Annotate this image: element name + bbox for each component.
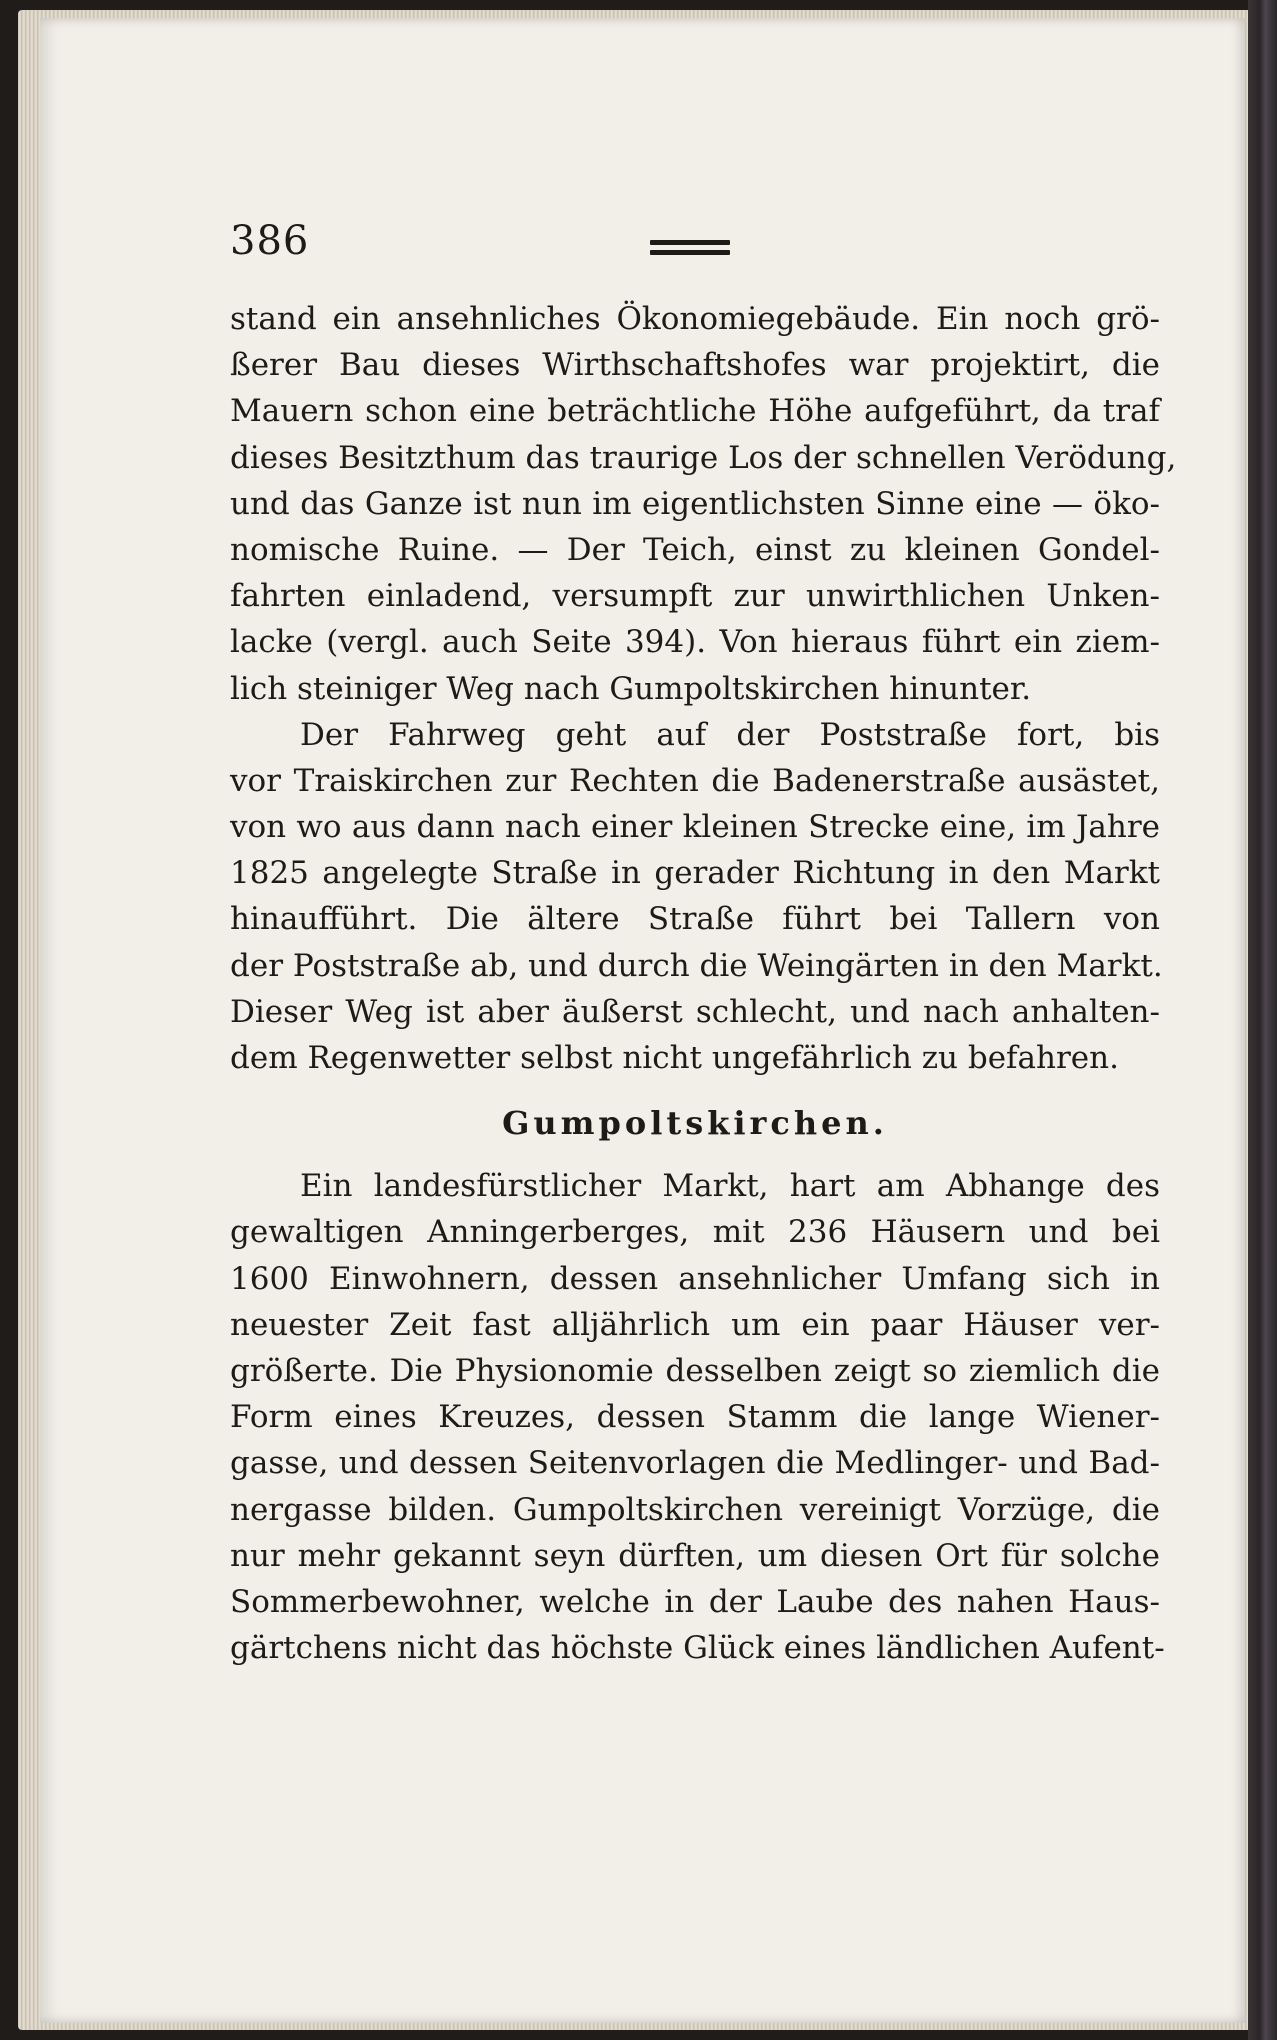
text-line: gärtchens nicht das höchste Glück eines ländlichen Aufent- bbox=[230, 1630, 1165, 1667]
text-line: gewaltigen Anningerberges, mit 236 Häusern und bei bbox=[230, 1214, 1160, 1251]
text-line: und das Ganze ist nun im eigentlichsten Sinne eine — öko- bbox=[230, 485, 1160, 522]
page-number: 386 bbox=[230, 218, 310, 264]
page-header bbox=[230, 218, 1130, 288]
text-line: nomische Ruine. — Der Teich, einst zu kleinen Gondel- bbox=[230, 531, 1160, 568]
text-line: 1825 angelegte Straße in gerader Richtung in den Markt bbox=[230, 855, 1160, 892]
paragraph-2 bbox=[230, 712, 1163, 1082]
text-line: Der Fahrweg geht auf der Poststraße fort, bis bbox=[300, 716, 1160, 753]
text-line: fahrten einladend, versumpft zur unwirthlichen Unken- bbox=[230, 578, 1160, 615]
header-double-rule bbox=[650, 240, 730, 260]
text-line: hinaufführt. Die ältere Straße führt bei Tallern von bbox=[230, 901, 1160, 938]
text-line: lich steiniger Weg nach Gumpoltskirchen hinunter. bbox=[230, 670, 1032, 707]
text-line: dem Regenwetter selbst nicht ungefährlich zu befahren. bbox=[230, 1040, 1119, 1076]
text-line: vor Traiskirchen zur Rechten die Badenerstraße ausästet, bbox=[230, 762, 1160, 799]
text-line: Form eines Kreuzes, dessen Stamm die lange Wiener- bbox=[230, 1399, 1160, 1436]
text-line: der Poststraße ab, und durch die Weingärten in den Markt. bbox=[230, 947, 1163, 984]
text-line: nergasse bilden. Gumpoltskirchen vereinigt Vorzüge, die bbox=[230, 1491, 1160, 1528]
text-line: größerte. Die Physionomie desselben zeigt so ziemlich die bbox=[230, 1352, 1160, 1389]
text-line: dieses Besitzthum das traurige Los der schnellen Verödung, bbox=[230, 439, 1177, 476]
text-line: nur mehr gekannt seyn dürften, um diesen Ort für solche bbox=[230, 1537, 1160, 1574]
text-line: stand ein ansehnliches Ökonomiegebäude. Ein noch grö- bbox=[230, 301, 1160, 337]
text-line: gasse, und dessen Seitenvorlagen die Medlinger- und Bad- bbox=[230, 1445, 1160, 1482]
text-line: Dieser Weg ist aber äußerst schlecht, und nach anhalten- bbox=[230, 993, 1160, 1030]
text-line: 1600 Einwohnern, dessen ansehnlicher Umfang sich in bbox=[230, 1260, 1160, 1297]
text-line: lacke (vergl. auch Seite 394). Von hieraus führt ein ziem- bbox=[230, 624, 1160, 661]
paragraph-3 bbox=[230, 1163, 1165, 1671]
text-line: neuester Zeit fast alljährlich um ein paar Häuser ver- bbox=[230, 1306, 1160, 1343]
text-line: Sommerbewohner, welche in der Laube des nahen Haus- bbox=[230, 1583, 1160, 1620]
book-cover-edge bbox=[1248, 0, 1277, 2040]
body-text bbox=[230, 296, 1177, 1671]
text-line: von wo aus dann nach einer kleinen Strecke eine, im Jahre bbox=[230, 809, 1160, 846]
text-line: ßerer Bau dieses Wirthschaftshofes war projektirt, die bbox=[230, 347, 1160, 384]
text-line: Ein landesfürstlicher Markt, hart am Abhange des bbox=[300, 1168, 1160, 1205]
section-heading: Gumpoltskirchen. bbox=[502, 1104, 888, 1143]
text-line: Mauern schon eine beträchtliche Höhe aufgeführt, da traf bbox=[230, 393, 1160, 430]
paragraph-1 bbox=[230, 296, 1177, 712]
